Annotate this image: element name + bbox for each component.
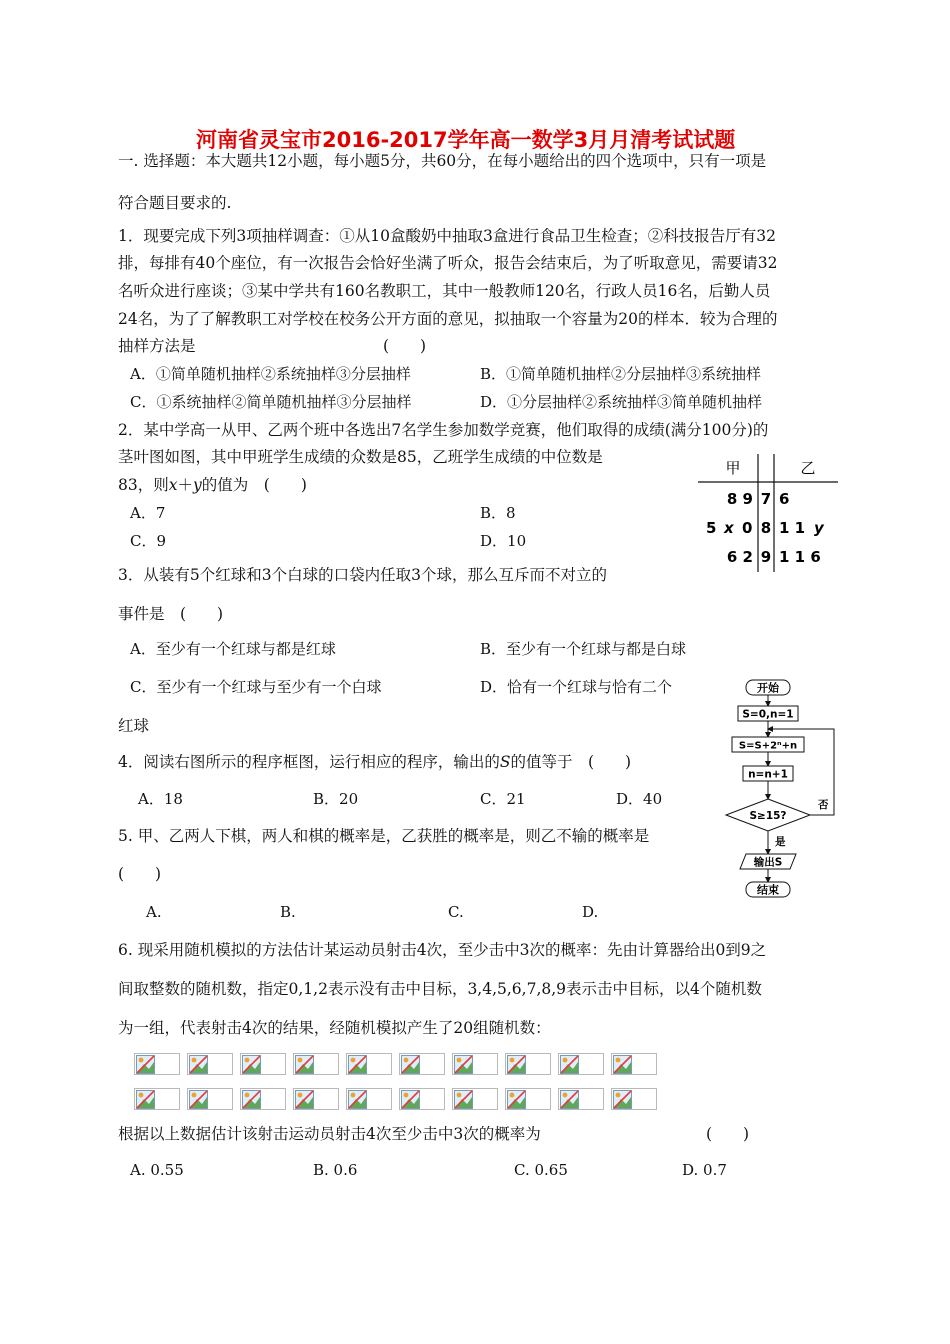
broken-image-icon [242, 1090, 261, 1109]
stem-leaf-row2-left-x: x [724, 519, 734, 537]
broken-image-icon [401, 1090, 420, 1109]
stem-leaf-row1-right: 6 [779, 490, 790, 508]
broken-image-icon [295, 1055, 314, 1074]
flowchart [718, 674, 840, 902]
stem-leaf-row2-stem: 8 [760, 519, 772, 537]
q5-line1: 5. 甲、乙两人下棋，两人和棋的概率是，乙获胜的概率是，则乙不输的概率是 [118, 827, 650, 845]
q1-line3: 名听众进行座谈；③某中学共有160名教职工，其中一般教师120名，行政人员16名，后勤人员 [118, 282, 771, 300]
flow-init-label: S=0,n=1 [742, 708, 794, 721]
flow-update-n-label: n=n+1 [748, 768, 788, 781]
broken-image-icon [348, 1090, 367, 1109]
broken-image-icon [454, 1055, 473, 1074]
flow-update-s-label: S=S+2ⁿ+n [738, 740, 798, 752]
broken-image-placeholder [293, 1053, 339, 1075]
q3-option-a: A．至少有一个红球与都是红球 [130, 640, 336, 658]
q4-option-b: B．20 [313, 790, 359, 808]
q3-option-c: C．至少有一个红球与至少有一个白球 [130, 678, 382, 696]
broken-image-placeholder [346, 1053, 392, 1075]
stem-leaf-row2-left-a: 5 [706, 519, 717, 537]
broken-image-icon [454, 1090, 473, 1109]
broken-image-icon [136, 1055, 155, 1074]
stem-leaf-row2-right-y: y [814, 519, 824, 537]
q1-line2: 排，每排有40个座位，有一次报告会恰好坐满了听众，报告会结束后，为了听取意见，需要请32 [118, 254, 778, 272]
q3-line1: 3．从装有5个红球和3个白球的口袋内任取3个球，那么互斥而不对立的 [118, 566, 607, 584]
stem-leaf-row1-left: 8 9 [726, 490, 753, 508]
q2-option-c: C．9 [130, 532, 167, 550]
broken-image-placeholder [240, 1088, 286, 1110]
q5-option-c: C. [448, 903, 464, 921]
q6-option-b: B. 0.6 [313, 1161, 358, 1179]
q6-line3: 为一组，代表射击4次的结果，经随机模拟产生了20组随机数： [118, 1019, 551, 1037]
broken-image-placeholder [611, 1088, 657, 1110]
q1-line1: 1．现要完成下列3项抽样调查：①从10盒酸奶中抽取3盒进行食品卫生检查；②科技报告厅有32 [118, 227, 777, 245]
stem-leaf-row1-stem: 7 [760, 490, 772, 508]
q6-option-c: C. 0.65 [514, 1161, 568, 1179]
broken-image-icon [507, 1055, 526, 1074]
broken-image-icon [242, 1055, 261, 1074]
section-heading-line2: 符合题目要求的. [118, 194, 232, 212]
stem-leaf-diagram [696, 452, 841, 574]
broken-image-icon [613, 1055, 632, 1074]
stem-leaf-head-right: 乙 [800, 459, 816, 477]
flow-end-label: 结束 [757, 883, 779, 897]
q3-option-d: D．恰有一个红球与恰有二个 [480, 678, 673, 696]
flow-condition-label: S≥15? [749, 810, 787, 822]
q6-line2: 间取整数的随机数，指定0,1,2表示没有击中目标，3,4,5,6,7,8,9表示击中目标，以4个随机数 [118, 980, 762, 998]
q1-option-c: C．①系统抽样②简单随机抽样③分层抽样 [130, 393, 412, 411]
broken-image-icon [560, 1090, 579, 1109]
broken-image-icon [189, 1090, 208, 1109]
q6-option-a: A. 0.55 [130, 1161, 184, 1179]
q1-line4: 24名，为了了解教职工对学校在校务公开方面的意见，拟抽取一个容量为20的样本．较为合理的 [118, 310, 778, 328]
broken-image-placeholder [558, 1053, 604, 1075]
broken-image-placeholder [240, 1053, 286, 1075]
broken-image-placeholder [134, 1088, 180, 1110]
broken-image-icon [613, 1090, 632, 1109]
broken-image-icon [295, 1090, 314, 1109]
q1-line5: 抽样方法是 [118, 337, 196, 355]
q4-line: 4．阅读右图所示的程序框图，运行相应的程序，输出的S的值等于 ( ) [118, 753, 632, 771]
broken-image-icon [136, 1090, 155, 1109]
broken-image-icon [507, 1090, 526, 1109]
q5-line2: ( ) [118, 865, 162, 883]
stem-leaf-head-left: 甲 [725, 459, 741, 477]
q6-line1: 6. 现采用随机模拟的方法估计某运动员射击4次，至少击中3次的概率：先由计算器给出0到9之 [118, 941, 767, 959]
q4-option-d: D．40 [616, 790, 663, 808]
q1-option-d: D．①分层抽样②系统抽样③简单随机抽样 [480, 393, 763, 411]
broken-image-placeholder [505, 1053, 551, 1075]
q2-option-b: B．8 [480, 504, 516, 522]
broken-image-placeholder [611, 1053, 657, 1075]
stem-leaf-row3-left: 6 2 [726, 548, 753, 566]
broken-image-icon [189, 1055, 208, 1074]
broken-image-placeholder [452, 1053, 498, 1075]
q4-option-c: C．21 [480, 790, 526, 808]
q1-option-a: A．①简单随机抽样②系统抽样③分层抽样 [130, 365, 411, 383]
broken-image-placeholder [452, 1088, 498, 1110]
q6-answer-paren: ( ) [706, 1125, 750, 1143]
q5-option-a: A. [146, 903, 162, 921]
broken-image-placeholder [134, 1053, 180, 1075]
stem-leaf-row2-right-a: 1 1 [779, 519, 806, 537]
broken-image-placeholder [187, 1053, 233, 1075]
section-heading-line1: 一. 选择题：本大题共12小题，每小题5分，共60分，在每小题给出的四个选项中，只有一项是 [118, 152, 767, 170]
flow-no-label: 否 [818, 799, 829, 811]
broken-image-placeholder [187, 1088, 233, 1110]
stem-leaf-row2-left-b: 0 [742, 519, 753, 537]
stem-leaf-row3-right: 1 1 6 [779, 548, 821, 566]
q5-option-b: B. [280, 903, 296, 921]
broken-image-placeholder [346, 1088, 392, 1110]
q1-answer-paren: ( ) [383, 337, 427, 355]
q1-option-b: B．①简单随机抽样②分层抽样③系统抽样 [480, 365, 762, 383]
broken-image-icon [348, 1055, 367, 1074]
broken-image-placeholder [505, 1088, 551, 1110]
flow-yes-label: 是 [775, 836, 786, 848]
broken-image-icon [560, 1055, 579, 1074]
q2-line3: 83，则x＋y的值为 ( ) [118, 476, 307, 494]
broken-image-placeholder [399, 1053, 445, 1075]
q2-line2: 茎叶图如图，其中甲班学生成绩的众数是85，乙班学生成绩的中位数是 [118, 448, 603, 466]
flow-output-label: 输出S [753, 856, 783, 869]
q6-option-d: D. 0.7 [682, 1161, 727, 1179]
q2-line1: 2．某中学高一从甲、乙两个班中各选出7名学生参加数学竞赛，他们取得的成绩(满分100分)的 [118, 421, 769, 439]
page-title: 河南省灵宝市2016-2017学年高一数学3月月清考试试题 [196, 128, 736, 152]
broken-image-placeholder [558, 1088, 604, 1110]
stem-leaf-row3-stem: 9 [760, 548, 772, 566]
broken-image-placeholder [399, 1088, 445, 1110]
q4-option-a: A．18 [138, 790, 183, 808]
q3-line2: 事件是 ( ) [118, 605, 224, 623]
q2-option-d: D．10 [480, 532, 527, 550]
broken-image-placeholder [293, 1088, 339, 1110]
q2-option-a: A．7 [130, 504, 166, 522]
q3-continuation: 红球 [118, 717, 150, 735]
q5-option-d: D. [582, 903, 599, 921]
flow-start-label: 开始 [757, 681, 779, 695]
broken-image-icon [401, 1055, 420, 1074]
q6-question: 根据以上数据估计该射击运动员射击4次至少击中3次的概率为 [118, 1125, 541, 1143]
q3-option-b: B．至少有一个红球与都是白球 [480, 640, 687, 658]
